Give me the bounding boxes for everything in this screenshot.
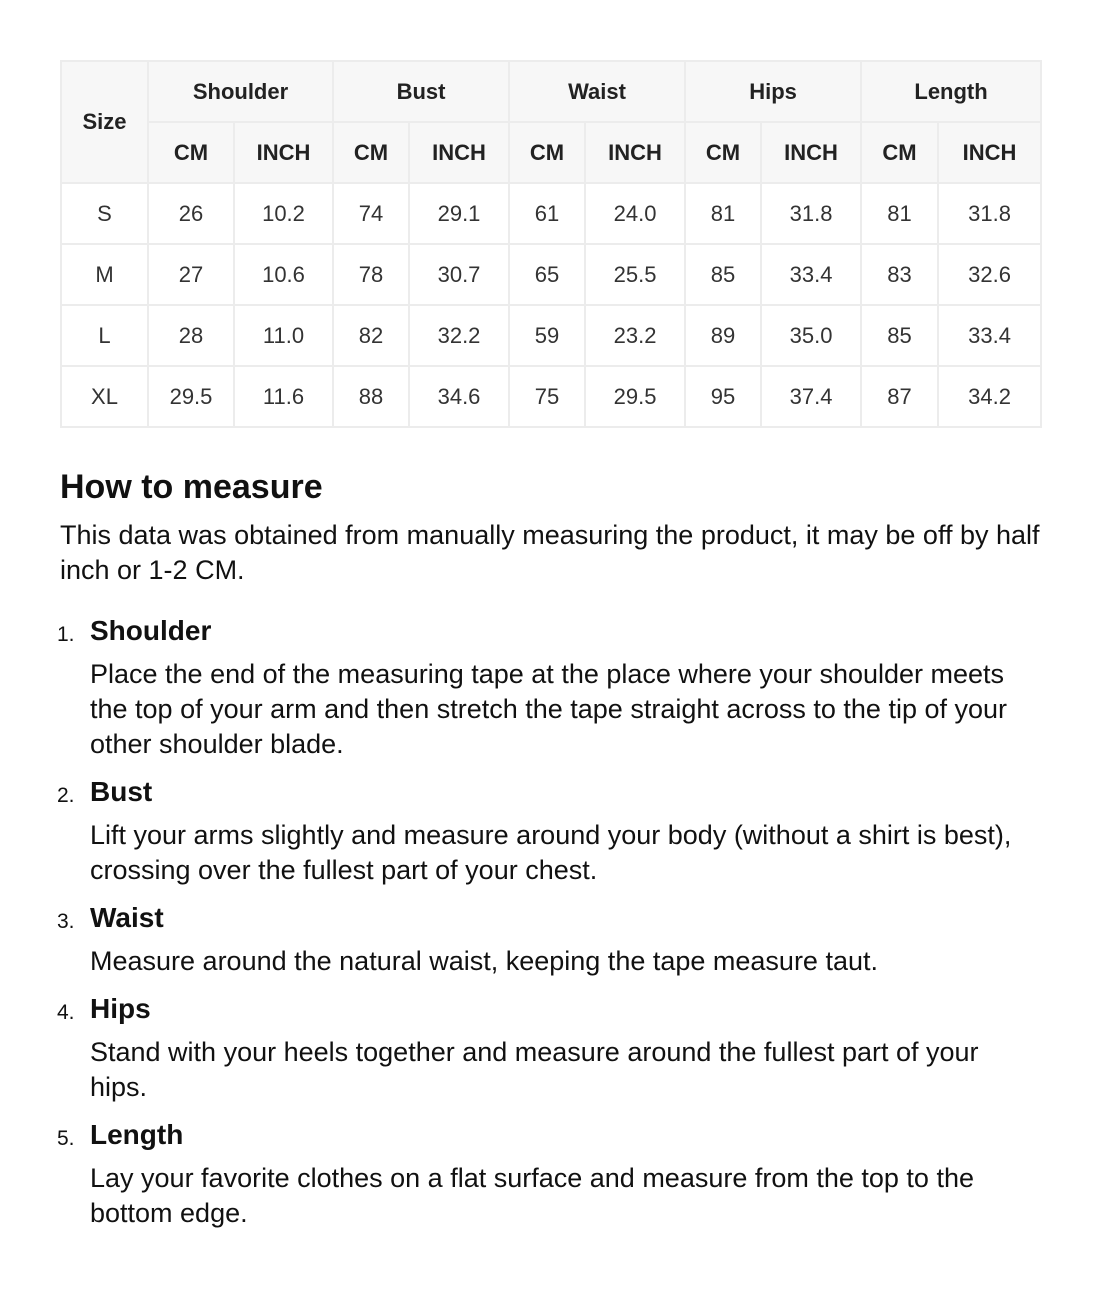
table-cell: 27: [148, 244, 234, 305]
step-title-length: Length: [90, 1119, 184, 1150]
how-to-measure-heading: How to measure: [60, 468, 323, 506]
waist-cm-header: CM: [509, 122, 585, 183]
table-cell: 23.2: [585, 305, 685, 366]
step-description: Lay your favorite clothes on a flat surface and measure from the top to the bottom edge.: [90, 1163, 974, 1228]
table-row: [61, 305, 1041, 366]
waist-inch-header: INCH: [585, 122, 685, 183]
table-cell: 29.5: [585, 366, 685, 427]
shoulder-header: Shoulder: [148, 61, 333, 122]
hips-header: Hips: [685, 61, 861, 122]
table-cell: 75: [509, 366, 585, 427]
waist-header: Waist: [509, 61, 685, 122]
table-cell: 59: [509, 305, 585, 366]
step-title-shoulder: Shoulder: [90, 615, 212, 646]
intro-text: This data was obtained from manually measuring the product, it may be off by half inch or 1-2 CM.: [60, 520, 1040, 585]
table-cell: 10.6: [234, 244, 333, 305]
table-cell: 24.0: [585, 183, 685, 244]
table-cell: 34.6: [409, 366, 509, 427]
step-number: 4.: [57, 1001, 75, 1024]
table-cell: 33.4: [761, 244, 861, 305]
step-description: Lift your arms slightly and measure around your body (without a shirt is best), crossing over the fullest part of your chest.: [90, 820, 1012, 885]
step-title-bust: Bust: [90, 776, 153, 807]
size-column-header: Size: [61, 61, 148, 183]
length-cm-header: CM: [861, 122, 938, 183]
length-inch-header: INCH: [938, 122, 1041, 183]
table-cell: 61: [509, 183, 585, 244]
table-cell: 30.7: [409, 244, 509, 305]
table-cell: 83: [861, 244, 938, 305]
table-row: [61, 366, 1041, 427]
length-header: Length: [861, 61, 1041, 122]
table-cell: 78: [333, 244, 409, 305]
table-cell: 11.6: [234, 366, 333, 427]
table-row: [61, 183, 1041, 244]
step-title-waist: Waist: [90, 902, 164, 933]
table-cell: 32.6: [938, 244, 1041, 305]
bust-header: Bust: [333, 61, 509, 122]
hips-inch-header: INCH: [761, 122, 861, 183]
step-number: 1.: [57, 623, 75, 646]
table-cell: 10.2: [234, 183, 333, 244]
table-cell: 81: [861, 183, 938, 244]
size-cell: M: [61, 244, 148, 305]
table-cell: 82: [333, 305, 409, 366]
bust-inch-header: INCH: [409, 122, 509, 183]
shoulder-cm-header: CM: [148, 122, 234, 183]
bust-cm-header: CM: [333, 122, 409, 183]
size-chart-table: [60, 60, 1042, 428]
size-cell: XL: [61, 366, 148, 427]
step-number: 5.: [57, 1127, 75, 1150]
table-cell: 37.4: [761, 366, 861, 427]
table-cell: 87: [861, 366, 938, 427]
size-guide: [57, 60, 1040, 1246]
step-description: Stand with your heels together and measure around the fullest part of your hips.: [90, 1037, 979, 1102]
table-cell: 33.4: [938, 305, 1041, 366]
table-cell: 32.2: [409, 305, 509, 366]
shoulder-inch-header: INCH: [234, 122, 333, 183]
table-cell: 31.8: [761, 183, 861, 244]
table-cell: 34.2: [938, 366, 1041, 427]
step-number: 2.: [57, 784, 75, 807]
table-cell: 11.0: [234, 305, 333, 366]
list-item: [57, 776, 1040, 888]
table-cell: 74: [333, 183, 409, 244]
step-description: Measure around the natural waist, keeping the tape measure taut.: [90, 946, 878, 976]
table-cell: 85: [861, 305, 938, 366]
step-number: 3.: [57, 910, 75, 933]
hips-cm-header: CM: [685, 122, 761, 183]
step-title-hips: Hips: [90, 993, 151, 1024]
table-cell: 25.5: [585, 244, 685, 305]
table-row: [61, 244, 1041, 305]
table-cell: 29.1: [409, 183, 509, 244]
list-item: [57, 615, 1040, 762]
measure-steps-list: [57, 615, 1040, 1231]
table-cell: 29.5: [148, 366, 234, 427]
list-item: [57, 1119, 1040, 1231]
table-cell: 89: [685, 305, 761, 366]
step-description: Place the end of the measuring tape at the place where your shoulder meets the top of your arm and then stretch the tape straight across to the tip of your other shoulder blade.: [90, 659, 1008, 759]
unit-header-row: [61, 122, 1041, 183]
group-header-row: [61, 61, 1041, 122]
table-cell: 81: [685, 183, 761, 244]
table-cell: 26: [148, 183, 234, 244]
table-cell: 35.0: [761, 305, 861, 366]
list-item: [57, 902, 1040, 979]
table-cell: 88: [333, 366, 409, 427]
size-cell: L: [61, 305, 148, 366]
table-cell: 31.8: [938, 183, 1041, 244]
list-item: [57, 993, 1040, 1105]
table-cell: 65: [509, 244, 585, 305]
table-cell: 85: [685, 244, 761, 305]
table-cell: 28: [148, 305, 234, 366]
size-cell: S: [61, 183, 148, 244]
table-cell: 95: [685, 366, 761, 427]
